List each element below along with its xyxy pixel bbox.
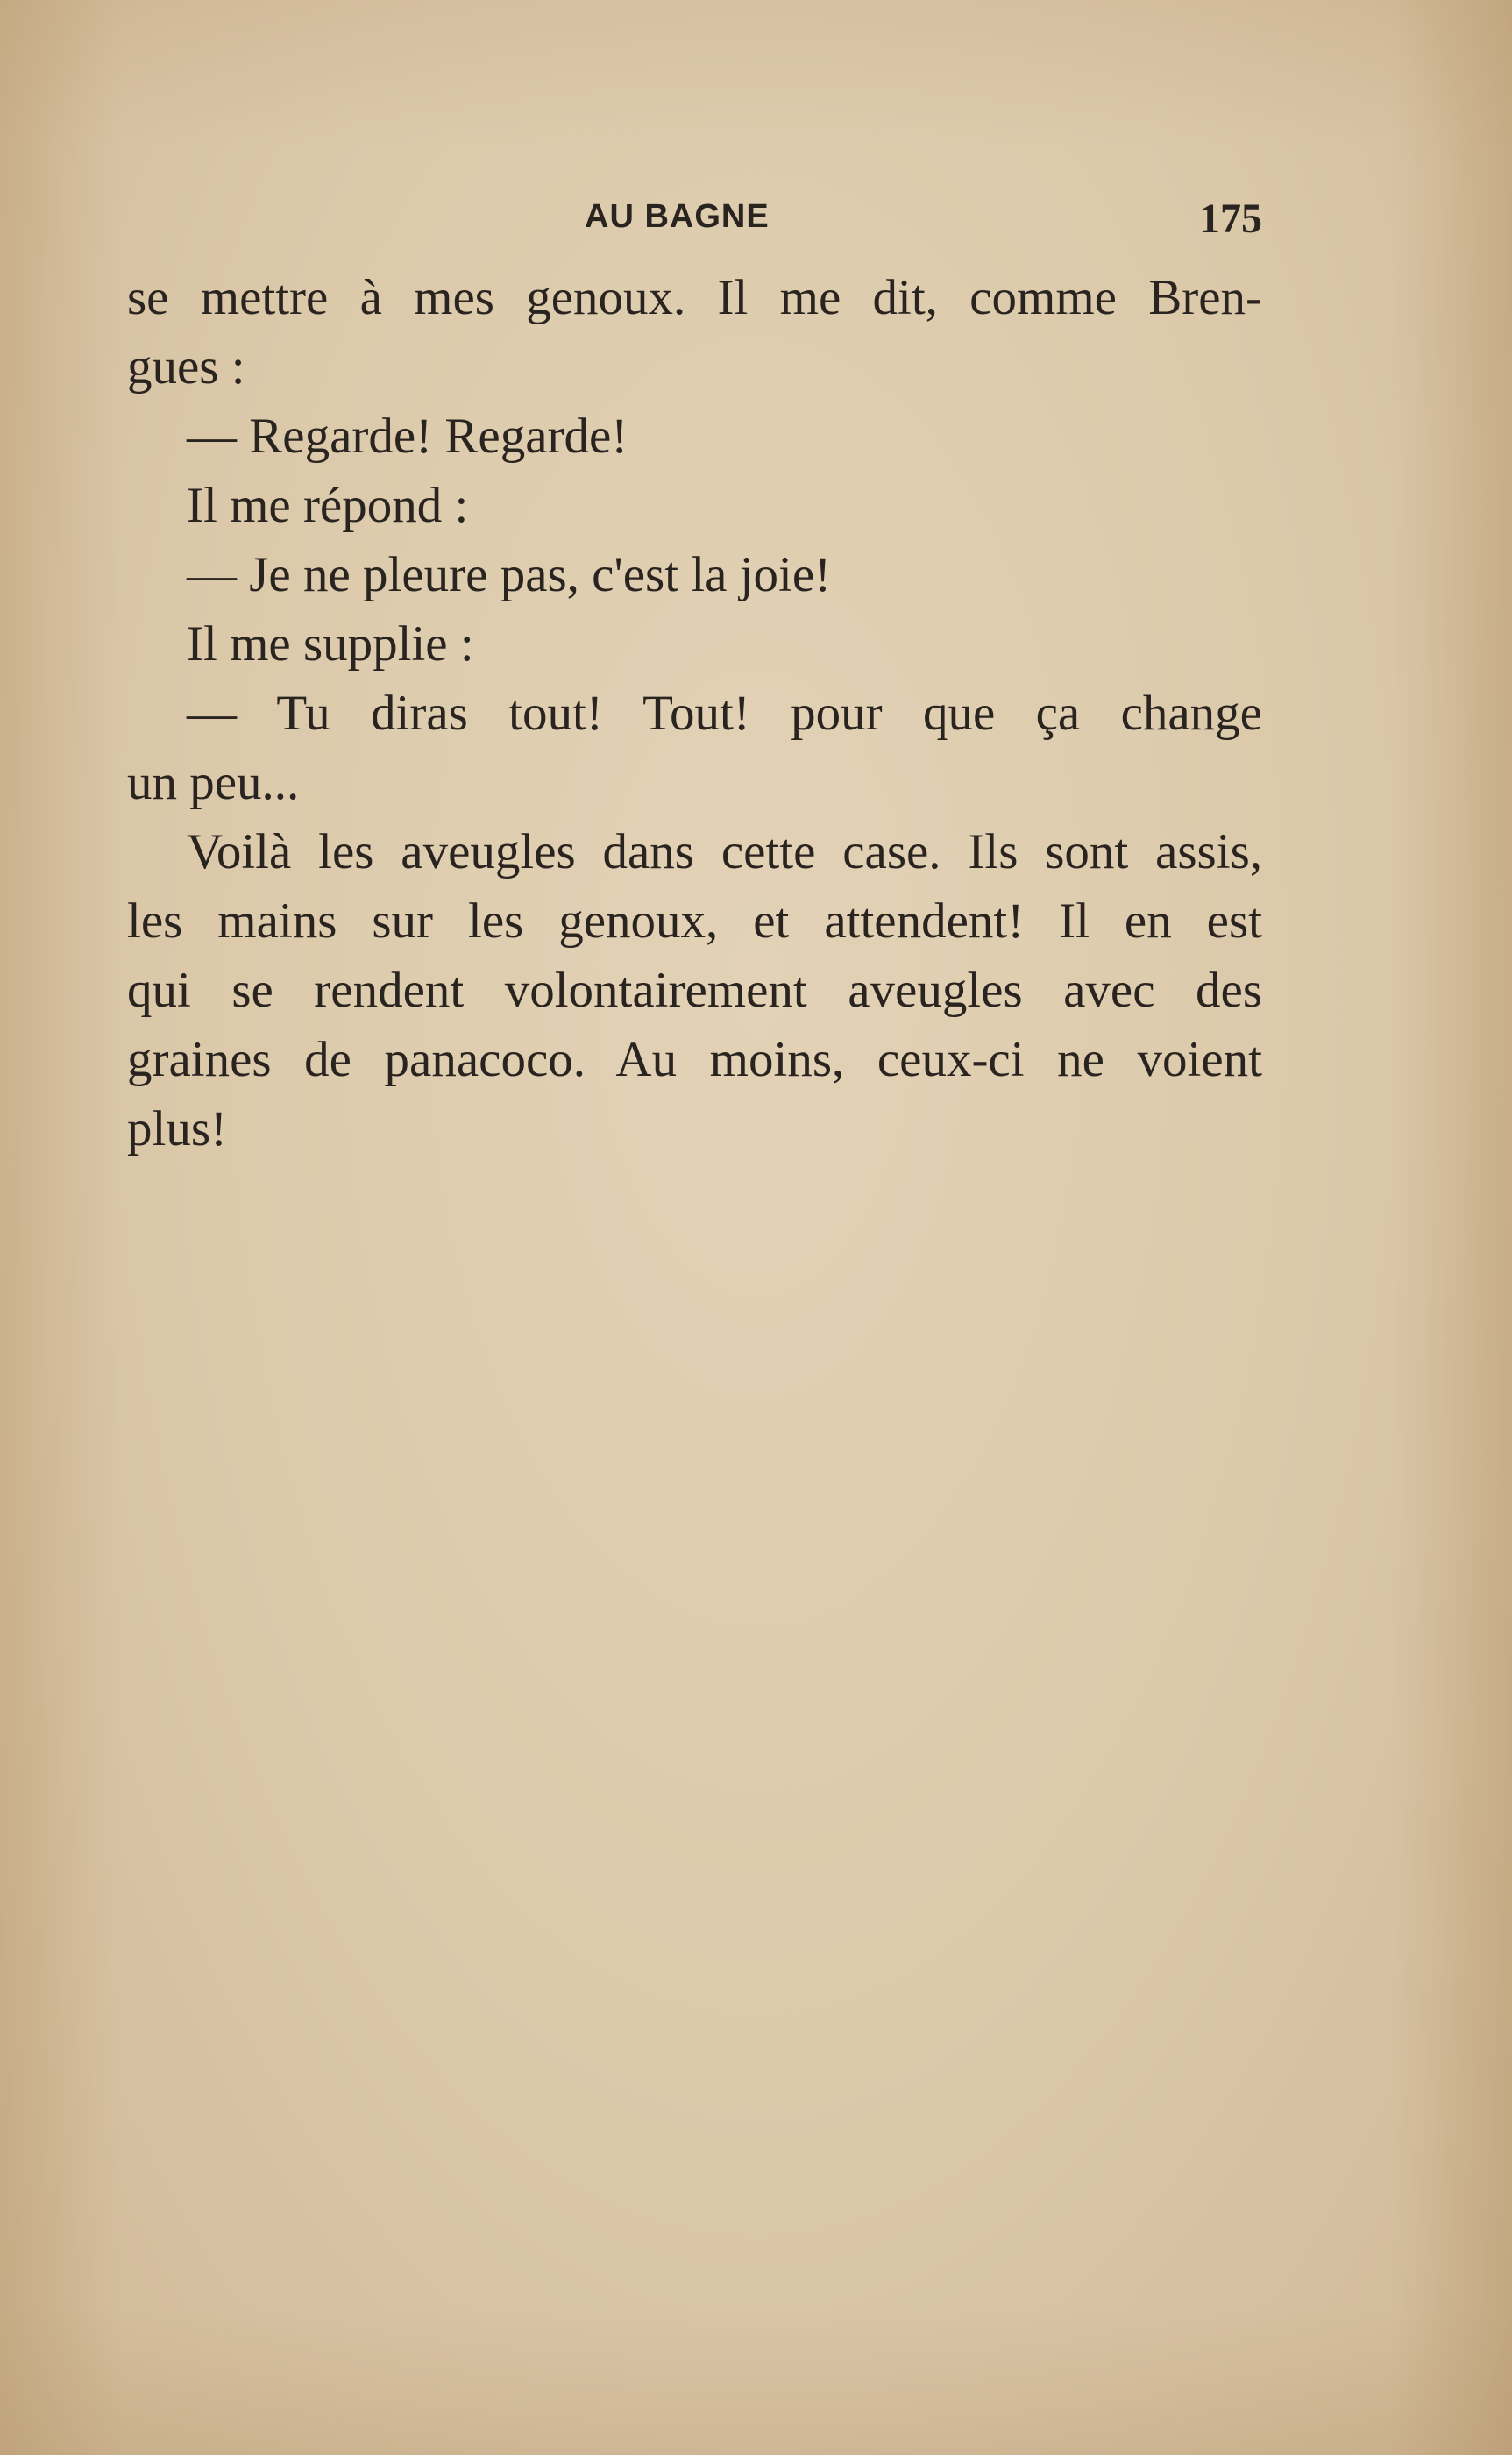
page-number: 175 [1199, 196, 1262, 242]
body-text [127, 263, 1262, 1163]
text-line-8: un peu... [127, 755, 300, 810]
text-line-6: Il me supplie : [187, 616, 474, 672]
text-line-13: plus! [127, 1101, 227, 1156]
text-line-2: gues : [127, 339, 245, 395]
text-line-4: Il me répond : [187, 478, 469, 533]
text-line-3: — Regarde! Regarde! [187, 409, 628, 464]
text-line-12: graines de panacoco. Au moins, ceux-ci ne voient [127, 1032, 1262, 1087]
text-line-5: — Je ne pleure pas, c'est la joie! [187, 547, 832, 602]
text-line-7: — Tu diras tout! Tout! pour que ça change [187, 686, 1262, 741]
running-title: AU BAGNE [585, 198, 770, 235]
text-line-10: les mains sur les genoux, et attendent! Il en est [127, 893, 1262, 949]
text-line-9: Voilà les aveugles dans cette case. Ils sont assis, [187, 824, 1262, 879]
running-head [127, 195, 1262, 256]
text-line-11: qui se rendent volontairement aveugles avec des [127, 963, 1262, 1018]
text-line-1: se mettre à mes genoux. Il me dit, comme Bren- [127, 270, 1262, 325]
